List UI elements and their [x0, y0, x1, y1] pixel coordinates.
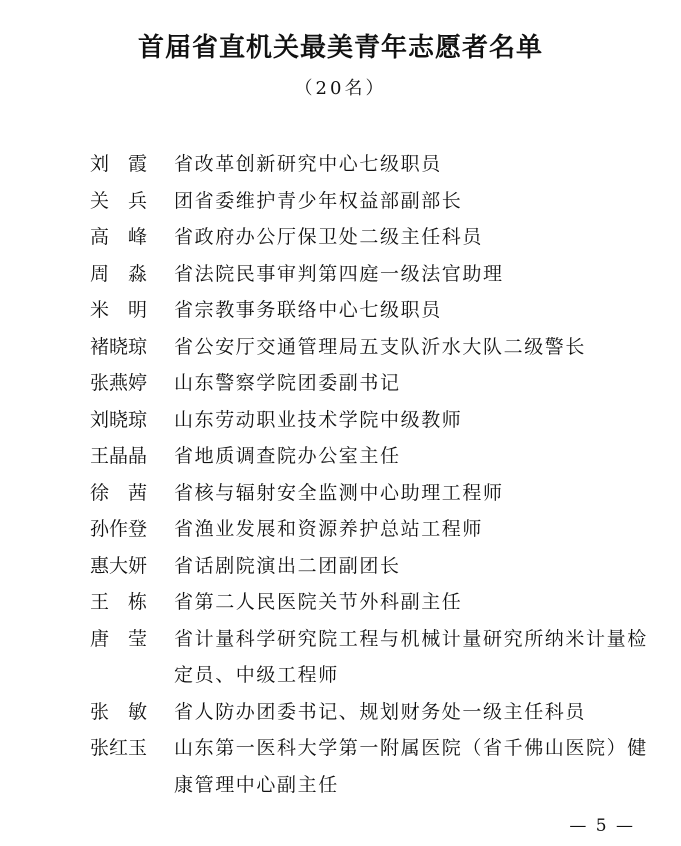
list-item — [90, 730, 650, 803]
list-item — [90, 694, 650, 731]
volunteer-role: 山东劳动职业技术学院中级教师 — [174, 408, 463, 431]
volunteer-name: 张红玉 — [90, 737, 148, 759]
volunteer-list — [90, 146, 650, 803]
list-item — [90, 402, 650, 439]
list-item — [90, 584, 650, 621]
volunteer-name: 王 栋 — [90, 591, 148, 613]
list-item — [90, 365, 650, 402]
volunteer-name: 刘晓琼 — [90, 408, 148, 431]
volunteer-role: 省政府办公厅保卫处二级主任科员 — [174, 226, 484, 248]
volunteer-name: 米 明 — [90, 299, 148, 321]
volunteer-role: 省核与辐射安全监测中心助理工程师 — [174, 481, 504, 504]
volunteer-name: 徐 茜 — [90, 481, 148, 504]
document-title: 首届省直机关最美青年志愿者名单 — [137, 33, 543, 63]
volunteer-role: 省人防办团委书记、规划财务处一级主任科员 — [174, 700, 587, 723]
volunteer-name: 褚晓琼 — [90, 335, 148, 358]
list-item — [90, 256, 650, 293]
volunteer-role: 省话剧院演出二团副团长 — [174, 554, 401, 577]
volunteer-role: 省计量科学研究院工程与机械计量研究所纳米计量检定员、中级工程师 — [174, 627, 648, 686]
list-item — [90, 475, 650, 512]
list-item — [90, 146, 650, 183]
list-item — [90, 292, 650, 329]
volunteer-role: 省公安厅交通管理局五支队沂水大队二级警长 — [174, 335, 587, 358]
list-item — [90, 219, 650, 256]
volunteer-name: 王晶晶 — [90, 445, 148, 467]
list-item — [90, 511, 650, 548]
volunteer-role: 团省委维护青少年权益部副部长 — [174, 189, 463, 212]
volunteer-name: 高 峰 — [90, 226, 148, 248]
volunteer-name: 关 兵 — [90, 189, 148, 212]
volunteer-role: 省改革创新研究中心七级职员 — [174, 153, 442, 175]
volunteer-role: 山东第一医科大学第一附属医院（省千佛山医院）健康管理中心副主任 — [174, 737, 648, 796]
volunteer-role: 省法院民事审判第四庭一级法官助理 — [174, 262, 504, 285]
page-number: — 5 — — [569, 816, 635, 836]
volunteer-name: 张 敏 — [90, 700, 148, 723]
list-item — [90, 621, 650, 694]
volunteer-name: 张燕婷 — [90, 372, 148, 394]
volunteer-name: 刘 霞 — [90, 153, 148, 175]
volunteer-role: 山东警察学院团委副书记 — [174, 372, 401, 394]
list-item — [90, 438, 650, 475]
volunteer-role: 省宗教事务联络中心七级职员 — [174, 299, 442, 321]
list-item — [90, 329, 650, 366]
volunteer-name: 唐 莹 — [90, 627, 148, 650]
list-item — [90, 183, 650, 220]
document-subtitle: （20名） — [294, 78, 387, 99]
list-item — [90, 548, 650, 585]
volunteer-role: 省地质调查院办公室主任 — [174, 445, 401, 467]
volunteer-role: 省渔业发展和资源养护总站工程师 — [174, 518, 484, 540]
volunteer-name: 周 淼 — [90, 262, 148, 285]
volunteer-name: 惠大妍 — [90, 554, 148, 577]
volunteer-role: 省第二人民医院关节外科副主任 — [174, 591, 463, 613]
volunteer-name: 孙作登 — [90, 518, 148, 540]
